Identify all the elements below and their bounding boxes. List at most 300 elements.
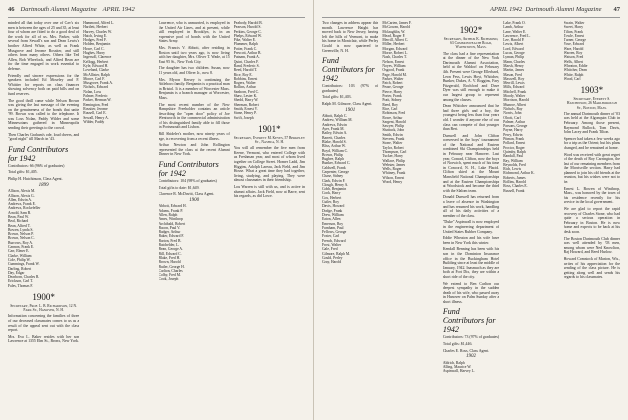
fund-total-gifts: Total gifts to date: $1,649. bbox=[158, 185, 200, 190]
contributor-name: Abbott, Ralph C. bbox=[322, 114, 348, 119]
contributor-name: Morse, Robert L. bbox=[382, 51, 408, 56]
contributor-name: Holden, Benjamin bbox=[83, 42, 111, 47]
contributor-name: Gilmore, Ralph M. bbox=[322, 251, 351, 256]
contributor-name: Tucker, Harry bbox=[382, 154, 404, 159]
contributor-name: Frost, Walter bbox=[322, 243, 342, 248]
contributor-name: Cook, Joseph bbox=[158, 277, 179, 282]
contributor-name: Rowe, Arthur bbox=[382, 115, 403, 120]
contributor-name: Pierce, Harry bbox=[382, 89, 403, 94]
column-8 bbox=[503, 21, 559, 420]
contributor-name: Lee, Harold P. bbox=[503, 38, 525, 43]
paragraph: You will all remember the five men from Keene, Vermont, who entered College with us Freshman year, and most of whom lived together on College Street. Homer Ladd, Jim Higgins, Adolph Lareau, Jack Field, and Jim Hosse. What a great time they had together, living, studying, and playing. They were almost classmates in their friendship. bbox=[233, 146, 305, 183]
contributor-name: Remington, Fred bbox=[83, 102, 109, 107]
class-year-label: 1902 bbox=[466, 354, 477, 360]
paragraph: The Boston Dartmouth Club dinner was well attended by '03 men, among whom were Ned Knowlton, Raj Howard, and Reed Harlow. bbox=[563, 236, 621, 255]
contributor-list bbox=[159, 204, 230, 281]
contributor-name: Moody, Walter bbox=[503, 94, 526, 99]
issue-date: APRIL 1942 bbox=[102, 6, 135, 13]
contributor-name: Cobb, Benjamin bbox=[322, 187, 347, 192]
contributor-name: Potter, Frank C. bbox=[233, 46, 258, 51]
contributor-name: Randall, Paul bbox=[503, 154, 524, 159]
contributor-name: Bean, George A. bbox=[158, 247, 184, 252]
contributor-name: Kellogg, Herbert bbox=[83, 59, 109, 64]
paragraph: Lawrence, who is unmarried, is employed in the United Air Lines, and at present, while still employed in Brooklyn, is in an expensive pool of bonds with the United States Army. bbox=[158, 21, 230, 44]
contributor-name: Darling, Robert bbox=[8, 266, 32, 271]
contributor-name: Farnham, Paul bbox=[322, 225, 344, 230]
contributor-name: Loveland, Clarke bbox=[83, 68, 109, 73]
paragraph: We extend to Ben Carlton our deepest sympathy in the sudden death of his wife, who passed away in Hanover on Palm Sunday after a short illness. bbox=[442, 281, 500, 304]
paragraph: Mrs. Eva L. Baker resides with her son Lawrence at 1355 Elm St., Bronx, New York. bbox=[8, 334, 80, 344]
contributor-name: Reynolds, Fred bbox=[503, 162, 526, 167]
contributor-name: Hodges, Fred F. bbox=[83, 38, 107, 43]
contributor-name: Ames, Winthrop bbox=[158, 217, 183, 222]
publication-name: Dartmouth Alumni Magazine bbox=[20, 6, 97, 13]
contributor-name: Bacon, Paul V. bbox=[158, 225, 181, 230]
contributor-name: Lawrence, Fred L. bbox=[503, 33, 531, 38]
class-agent: Clarence R. McDavitt, Class Agent. bbox=[158, 192, 215, 197]
contributor-list bbox=[564, 21, 620, 81]
contributor-name: Archibald, Robert bbox=[158, 221, 186, 226]
paragraph: Spencer had taken a few weeks ago for a trip as the Orient; but his plans changed, and he remained at home. bbox=[563, 136, 621, 150]
contributor-name: Perry, Edwin bbox=[503, 132, 523, 137]
contributor-name: Beal, Richard bbox=[8, 219, 29, 224]
contributor-name: Allen, Edwin A. bbox=[8, 197, 32, 202]
class-heading: 1901* bbox=[258, 123, 281, 134]
column-7 bbox=[443, 21, 499, 420]
contributor-name: Bugbee, Ralph bbox=[322, 157, 344, 162]
fund-total-gifts: Total gifts: $1,446. bbox=[442, 342, 473, 347]
contributor-name: Rollins, Arthur bbox=[233, 85, 256, 90]
contributor-name: Ayer, Frank M. bbox=[322, 127, 345, 132]
contributor-name: Lord, Edward bbox=[503, 46, 524, 51]
contributor-name: Barton, Fred B. bbox=[158, 238, 182, 243]
contributor-name: Sargent, Harold bbox=[382, 119, 406, 124]
class-agent: Philip H. Hutchinson, Class Agent. bbox=[8, 177, 63, 182]
contributor-name: Ray, William bbox=[503, 158, 523, 163]
contributor-list bbox=[234, 21, 305, 120]
contributor-name: Sewall, Henry A. bbox=[83, 115, 109, 120]
contributor-name: Plummer, Ralph bbox=[233, 42, 258, 47]
contributor-name: Rogers, Walter bbox=[233, 81, 256, 86]
contributor-name: Martin, James bbox=[503, 68, 525, 73]
contributor-name: Clark, Edwin F. bbox=[322, 178, 346, 183]
contributor-name: Allison, Alexis G. bbox=[8, 193, 35, 198]
contributor-name: Pike, Walter E. bbox=[233, 38, 256, 43]
paragraph: Dean Whitcher announced that he had three girls and a boy, the youngest being less than four years old. I wonder if anyone else of our class can compete of that younger than Bert. bbox=[442, 104, 500, 132]
contributor-name: Webster, James bbox=[382, 162, 406, 167]
contributor-name: Moore, Carl F. bbox=[83, 76, 105, 81]
contributor-name: Swain, Walter bbox=[563, 21, 585, 25]
contributor-name: Gray, Harold bbox=[322, 260, 342, 265]
fund-contributors-heading: Fund Contributors for 1942 bbox=[442, 307, 496, 335]
contributor-name: Morrison, Harold bbox=[503, 98, 530, 103]
paragraph: The annual Dartmouth dinner of '03 was held at the Algonquin Club in February. Among those present, Raymond Bullock, Tom Davis, John Lacey and Frank Tilton. bbox=[563, 111, 621, 135]
contributor-name: Lewis, Albert bbox=[503, 42, 524, 47]
contributor-name: Turner, George bbox=[563, 38, 587, 43]
class-agent: Charles E. Ross, Class Agent. bbox=[442, 348, 490, 353]
contributor-name: French, Edward bbox=[322, 238, 346, 243]
contributor-name: Sherman, Robert bbox=[233, 102, 259, 107]
contributor-name: Maxwell, Roy bbox=[503, 76, 525, 81]
contributor-name: Bean, Paul W. bbox=[8, 215, 29, 219]
contributor-name: Wood, Carl bbox=[563, 76, 581, 81]
contributor-name: Phelps, Edward W. bbox=[233, 33, 262, 38]
right-page bbox=[314, 0, 628, 420]
contributor-name: Quint, Charles F. bbox=[233, 59, 259, 64]
contributor-name: Palmer, Frederic bbox=[83, 94, 108, 99]
contributor-name: Allen, Ralph bbox=[158, 213, 178, 217]
contributor-name: Baker, Edward F. bbox=[158, 234, 185, 239]
contributor-name: Taylor, Robert bbox=[382, 145, 404, 150]
contributor-name: Rossiter, Jerome bbox=[83, 106, 108, 111]
class-heading: 1902* bbox=[459, 25, 483, 35]
contributor-name: Cutler, Roy bbox=[322, 200, 340, 205]
contributor-name: Stone, Walter bbox=[382, 141, 403, 146]
contributor-name: Carlton, Charles bbox=[158, 268, 183, 273]
contributor-name: Wilson, Ernest bbox=[382, 175, 405, 180]
contributor-name: Wells, Roger bbox=[382, 167, 402, 172]
contributor-name: Whitcher, Dean bbox=[563, 68, 587, 73]
contributor-name: Blake, Harold S. bbox=[322, 139, 347, 144]
contributor-name: Ross, Charles E. bbox=[503, 184, 528, 189]
contributor-name: Bowen, Lynda S. bbox=[8, 227, 34, 232]
contributor-name: Erickson, Carl T. bbox=[8, 279, 34, 284]
contributor-name: Porter, Frank bbox=[382, 94, 402, 99]
contributor-name: Cannon, Frank E. bbox=[8, 245, 35, 250]
contributor-name: Sanborn, Fred C. bbox=[233, 89, 259, 94]
contributor-name: Stevens, Frank bbox=[382, 137, 405, 142]
column-1 bbox=[8, 21, 79, 420]
contributor-name: Pitman, Frank bbox=[503, 137, 525, 142]
paragraph: Kendall Benning has been with his son in the Dominion Insurance office in the Buckingham Hotel Building since at least the middle of January, 1942. Inasmuch as they are both at Fort Dix, they are within a short ride of the city. bbox=[442, 247, 500, 279]
contributor-name: Dearborn, Charles R. bbox=[8, 275, 40, 280]
paragraph: Two changes in address appear this month. Lawrence Haight has moved back to New Jersey, having left the hills of Vermont, to make his home in Montclair, while Perley Gould is now quartered in Greenville, N. H. bbox=[322, 21, 379, 53]
contributor-name: Abbott, Edward H. bbox=[158, 204, 187, 209]
fund-contributors-count: Contributors: 66 (96% of graduates) bbox=[8, 163, 65, 168]
contributor-name: Dodge, Frank bbox=[322, 208, 343, 213]
contributor-name: Hammond, Alfred L. bbox=[83, 21, 115, 25]
paragraph: minded all that today over one of Cav's six men is between the ages of 25 and 35, at least four of whom are fitted to do a good deal of the work for all of us. Mrs. Parker, with several from Sewall's son and Dean Lewis's brother Alfred White, as well as Frank Musgrove and Jerome Rossiter, and still others from many others. Others like Ted Allen, Bob Wheelock, and Alfred Bean are for the time engaged in work essential to defense. bbox=[8, 21, 80, 71]
contributor-name: Day, Edgar bbox=[8, 270, 25, 275]
paragraph: Information concerning the families of three of our deceased classmates comes to us as a result of the appeal sent out with the class report. bbox=[8, 314, 80, 333]
contributor-name: Ware, Harold bbox=[563, 46, 584, 51]
contributor-name: Chase, Sidney bbox=[322, 174, 344, 179]
contributor-name: Quimby, Ralph bbox=[503, 149, 526, 154]
contributor-list bbox=[443, 361, 499, 374]
contributor-name: Ingersoll, Clarence bbox=[83, 55, 112, 60]
issue-date: APRIL 1942 bbox=[489, 6, 523, 13]
contributor-name: Lyman, Philip bbox=[503, 55, 525, 60]
class-heading: 1903* bbox=[580, 85, 604, 96]
contributor-name: Badger, Arthur bbox=[158, 230, 181, 235]
contributor-name: Burrows, Roy A. bbox=[8, 240, 33, 245]
contributor-name: Lamb, Arthur bbox=[503, 25, 524, 30]
paragraph: Ernest L. Bowen of Winthrop, Mass., was honored by the town of his residence recently for his service in the local government. bbox=[563, 186, 621, 205]
contributor-name: Hartlett, Herbert bbox=[83, 25, 108, 30]
contributor-name: Bill, Edward C. bbox=[158, 251, 182, 256]
contributor-name: Fales, Thomas F. bbox=[8, 283, 34, 288]
contributor-name: Perkins, George C. bbox=[233, 29, 262, 34]
contributor-name: Brown, Philip bbox=[322, 152, 343, 157]
paragraph: Mrs. Myron Kersey is continuing the Attleboro family. Benjamin is a practical man in Bristol. It is a member of Worcester Mass. Benjamin is a branch manager at Worcester, Mass. bbox=[158, 77, 230, 100]
contributor-name: McAllister, Ralph bbox=[83, 72, 110, 77]
contributor-name: Butler, George H. bbox=[158, 264, 185, 269]
contributor-name: Peabody, Harold B. bbox=[233, 21, 263, 25]
contributor-name: Pollard, Ernest bbox=[503, 141, 526, 146]
contributor-name: Rollins, Harold bbox=[503, 179, 526, 184]
contributor-name: Parsons, George bbox=[503, 124, 528, 129]
class-secretary: Secretary, Prof. L. B. Richardson, 12 N. Park St., Hanover, N. H. bbox=[10, 304, 77, 313]
column-6 bbox=[382, 21, 438, 420]
contributor-name: Lane, Walter E. bbox=[503, 29, 527, 34]
paragraph: Lou Warren is still with us, and is active in alumni affairs. Jack Field, now at Barre, sent his regards, as did Lowe. bbox=[233, 184, 305, 199]
contributor-name: Andrews, Edwin bbox=[322, 122, 347, 127]
contributor-name: Eaton, Allen bbox=[322, 217, 341, 222]
contributor-name: McGowan, Harold bbox=[382, 25, 411, 30]
contributor-name: Nash, Charles T. bbox=[382, 55, 407, 60]
paragraph: The daughter has two children. Susan, now 11 years old, and Oliver Jr., now 8. bbox=[158, 66, 230, 75]
contributor-name: Thompson, Carl bbox=[382, 149, 407, 154]
contributor-name: Blake, Fred H. bbox=[158, 255, 181, 260]
paragraph: The good thrill came while Nelson Brown was giving the last message of the evening on the genuineness of the bonds that unite '99. Brown was called to the telephone. It was Loss Nolan, Paddy Wilder and some Minnesotans gathered in Minneapolis sending their greetings to the crowd. bbox=[8, 98, 80, 131]
contributor-name: Shaw, Lester K. bbox=[233, 94, 258, 99]
contributor-name: Bliss, Arthur W. bbox=[322, 144, 346, 149]
paragraph: Mrs. Francis V. Abbott, after residing in Boston until two years ago, is now living with her daughter, Mrs. Oliver T. Wade, at 15 East 95 St., New York City. bbox=[158, 45, 230, 64]
contributor-name: Tilton, Frank bbox=[563, 29, 583, 34]
contributor-name: Adams, Frank P. bbox=[158, 208, 183, 213]
contributor-name: Nichols, Ray bbox=[503, 106, 523, 111]
page-number: 47 bbox=[613, 6, 620, 13]
contributor-name: Norris, John bbox=[503, 111, 522, 116]
contributor-name: Andrews, Frank E. bbox=[8, 202, 36, 207]
fund-contributors-count: Contributors: 73 (97% of graduates) bbox=[442, 335, 500, 340]
fund-contributors-heading: Fund Contributors for 1942 bbox=[322, 56, 375, 84]
contributor-name: Bailey, Edwin A. bbox=[322, 131, 348, 136]
contributor-name: Alling, Maurice W. bbox=[442, 365, 472, 370]
contributor-name: Palmer, Arthur bbox=[503, 119, 525, 124]
contributor-name: Kyle, Edward H. bbox=[83, 63, 109, 68]
contributor-name: Lake, Frank O. bbox=[503, 21, 526, 25]
contributor-name: Mason, Fred bbox=[503, 72, 522, 77]
contributor-name: Batchelder, L. bbox=[158, 243, 180, 248]
contributor-name: Watson, Fred bbox=[563, 55, 584, 60]
contributor-name: Robbins, Ernest bbox=[233, 76, 258, 81]
contributor-name: Bunker, Edward C. bbox=[322, 161, 351, 166]
contributor-name: Towle, Ernest bbox=[563, 33, 585, 38]
contributor-name: Merrill, Lewis bbox=[503, 81, 525, 86]
column-9 bbox=[564, 21, 620, 420]
fund-contributors-heading: Fund Contributors for 1942 bbox=[8, 144, 69, 163]
contributor-name: Davis, Howard bbox=[322, 204, 345, 209]
contributor-name: Barrett, Charles bbox=[322, 135, 346, 140]
contributor-list bbox=[8, 189, 79, 288]
contributor-name: Rice, Carl bbox=[382, 106, 398, 111]
contributor-name: Prescott, Arthur B. bbox=[233, 51, 262, 56]
contributor-name: Arnold, Sam B. bbox=[8, 210, 32, 215]
contributor-name: Howe, Carl C. bbox=[83, 46, 105, 51]
paragraph: Friendly and sincere expressions for the speakers included Ed Moseley and F. Whittier for reports on class finances showing solvency both on paid bills and on fund reserves. bbox=[8, 73, 80, 96]
column-2 bbox=[83, 21, 154, 420]
paragraph: "Duke" Aspinwall is now employed in the engineering department of United States Rubber Company. bbox=[442, 220, 500, 234]
contributor-name: Drew, William bbox=[322, 212, 344, 217]
class-year-label: 1899 bbox=[38, 182, 49, 188]
fund-total-gifts: Total gifts: $1,403. bbox=[322, 95, 352, 100]
contributor-name: Wells, Albert bbox=[563, 59, 583, 64]
contributor-name: Wilder, Paddy bbox=[83, 119, 105, 124]
contributor-name: Cook, Harry bbox=[322, 191, 341, 196]
contributor-name: Richmond, Arthur K. bbox=[503, 171, 535, 176]
contributor-name: Allison, Alexis M. bbox=[8, 189, 36, 194]
contributor-name: Smith, Edwin bbox=[382, 132, 403, 137]
class-secretary: Secretary, Arthur K. Richmond, 63 Commonwealth Road, Watertown, Mass. bbox=[443, 37, 499, 50]
contributor-name: Page, Harold M. bbox=[382, 72, 407, 77]
contributor-list bbox=[83, 21, 154, 124]
contributor-name: Harvey, Charles W. bbox=[83, 29, 112, 34]
contributor-name: Aspinwall, Harvey L. bbox=[442, 369, 475, 374]
contributor-name: Rich, Lewis bbox=[503, 167, 522, 172]
contributor-name: Brown, Nelson C. bbox=[8, 236, 35, 241]
contributor-name: Brown, Nelson P. bbox=[8, 232, 34, 237]
paragraph: Bill Shideler's mother, now ninety years of age, is recovering from a recent illness. bbox=[158, 132, 230, 141]
contributor-name: Rand, Frederic S. bbox=[233, 63, 260, 68]
contributor-name: Caldwell, Frank bbox=[322, 165, 346, 170]
class-heading: 1900* bbox=[32, 292, 55, 303]
paragraph: The most recent number of the New Hampshire Freeholder contains an article describing the "open door" policy of Joe Wentworth in the commercial administration of his distinguished family able to fill those in Portsmouth and Lisbon. bbox=[158, 102, 230, 130]
contributor-name: Pearson, Harold S. bbox=[233, 25, 262, 30]
contributor-name: Putnam, Frank A. bbox=[233, 55, 260, 60]
contributor-name: Vose, Edward bbox=[563, 42, 585, 47]
contributor-name: Gale, Fred bbox=[322, 247, 338, 252]
paragraph: The class had a fine representation at the dinner of the New York Dartmouth Alumni Association, held at the Waldorf on February 4th. Present were George Ellerhard, Leon Fess, Lewis Hoyt, Whitcher, Bunker, Dukes, A. V. Roggins, Fary Fitzgerald, Rochford and Dave Dyer was still enough to make it our largest group to represent among the classes. bbox=[442, 51, 500, 102]
contributor-name: Noyes, William bbox=[382, 63, 406, 68]
contributor-name: Wood, Henry bbox=[382, 179, 403, 184]
contributor-name: Sweet, Harry bbox=[563, 25, 584, 30]
page-number: 46 bbox=[8, 6, 15, 13]
contributor-name: Swift, Joseph bbox=[233, 115, 254, 120]
fund-total-gifts: Total gifts: $1,405. bbox=[8, 170, 38, 175]
page-header bbox=[8, 6, 305, 18]
contributor-name: McCarten, James F. bbox=[382, 21, 412, 25]
contributor-name: Nolan, Loss bbox=[83, 89, 102, 94]
contributor-name: Patch, Robert bbox=[382, 81, 403, 86]
contributor-name: Parker, Herman W. bbox=[83, 98, 112, 103]
contributor-name: Hatch, Irving E. bbox=[83, 33, 108, 38]
contributor-name: Marsh, Henry bbox=[503, 63, 524, 68]
contributor-name: Boyd, William C. bbox=[322, 148, 349, 153]
paragraph: Arthur Newton and John Rollington represented the class at the recent Alumni Dinner in New York. bbox=[158, 143, 230, 157]
contributor-name: Colby, Fred M. bbox=[158, 273, 182, 278]
fund-contributors-heading: Fund Contributors for 1942 bbox=[158, 160, 219, 179]
contributor-name: Proctor, Roger bbox=[503, 145, 525, 150]
contributor-name: Osgood, Frank bbox=[382, 68, 405, 73]
page-header bbox=[322, 6, 620, 18]
contributor-name: Mitchell, Frank bbox=[503, 89, 527, 94]
contributor-name: Musgrove, Frank A. bbox=[83, 81, 113, 86]
contributor-list bbox=[503, 21, 559, 193]
contributor-name: Shattuck, John bbox=[382, 128, 405, 133]
contributor-name: Robinson, Fred bbox=[382, 111, 406, 116]
contributor-name: Carr, Elmer E. bbox=[8, 249, 30, 254]
contributor-name: Morgan, Edward bbox=[382, 46, 408, 51]
column-5 bbox=[322, 21, 378, 420]
contributor-name: Gould, Perley bbox=[322, 255, 343, 260]
contributor-name: Wheaton, Eddie bbox=[563, 63, 588, 68]
contributor-name: Andrew, William M. bbox=[322, 118, 353, 123]
paragraph: We are glad to report the rapid recovery of Charles Stone, who had quite a serious operation in February in Boston. He is now home and expects to be back at his desk soon. bbox=[563, 207, 621, 235]
contributor-name: Mills, Edward bbox=[503, 85, 525, 90]
contributor-name: Hughes, Harry bbox=[83, 51, 105, 56]
contributor-name: Foster, Carl bbox=[322, 234, 340, 239]
paragraph: Eddie Wheaton and his wife have been in New York this winter. bbox=[442, 236, 500, 245]
contributor-name: Reed, Roy bbox=[382, 102, 398, 107]
contributor-name: Sawyer, Philip bbox=[382, 124, 404, 129]
contributor-name: Merrill, Albert C. bbox=[382, 38, 409, 43]
contributor-list bbox=[382, 21, 438, 184]
class-secretary: Secretary, Everett M. Keyes, 57 Berkeley St., Nashua, N. H. bbox=[233, 135, 305, 145]
contributor-name: Warren, Roy bbox=[563, 51, 583, 56]
contributor-name: Bean, Alfred T. bbox=[8, 223, 31, 228]
contributor-name: Mead, Roger F. bbox=[382, 33, 406, 38]
contributor-name: Reed, Harold T. bbox=[233, 68, 258, 73]
contributor-name: Pease, George bbox=[382, 85, 404, 90]
contributor-name: Miller, Herbert bbox=[382, 42, 405, 47]
contributor-name: Carpenter, George bbox=[322, 169, 350, 174]
paragraph: Howard Comstock of Marion, Wis., writes of his appreciation for the sending of the class picture. He is getting along well and sends his regards to his classmates. bbox=[563, 256, 621, 280]
contributor-name: Nelson, Ernest bbox=[382, 59, 405, 64]
contributor-name: Payne, Harry bbox=[503, 128, 523, 133]
publication-name: Dartmouth Alumni Magazine bbox=[525, 6, 602, 13]
class-year-label: 1901 bbox=[345, 107, 356, 113]
contributor-list bbox=[322, 114, 378, 264]
contributor-name: Nichols, Edward bbox=[83, 85, 109, 90]
contributor-name: Stone, Henry P. bbox=[233, 111, 257, 116]
contributor-name: Russell, Frank bbox=[503, 188, 525, 193]
contributor-name: Parker, Walter bbox=[382, 76, 404, 81]
fund-contributors-count: Contributors: 103 (97% of graduates) bbox=[322, 84, 379, 93]
contributor-name: Mclaughlin, W. bbox=[382, 29, 406, 34]
class-agent: Ralph M. Gilmore, Class Agent. bbox=[322, 101, 373, 106]
contributor-name: Olcott, Carl bbox=[503, 115, 521, 120]
contributor-name: Shedd, Harry W. bbox=[233, 98, 259, 103]
contributor-name: Cummings, Frank W. bbox=[8, 262, 40, 267]
contributor-name: Fellows, George bbox=[322, 230, 347, 235]
class-secretary: Secretary, Everett S. Hatchinson, 26 Marlborough St., Boston, Mass. bbox=[566, 97, 617, 110]
contributor-name: Cole, Philip W. bbox=[8, 257, 31, 262]
column-4 bbox=[234, 21, 305, 420]
contributor-name: Clarke, William bbox=[8, 253, 32, 258]
column-3 bbox=[159, 21, 230, 420]
contributor-name: Rice, Roy E. bbox=[233, 72, 253, 77]
contributor-name: Smith, Ernest V. bbox=[233, 106, 258, 111]
contributor-name: Whitney, Frank bbox=[382, 171, 406, 176]
contributor-name: Clough, Henry A. bbox=[322, 182, 349, 187]
paragraph: Word was received with great regret of the death of Roy Carrington, the last of our remaining members from the Morrisville section. Harry had planned to join his old friends at the reunion, but his wishes were not to be. bbox=[563, 152, 621, 185]
contributor-name: Wallace, Philip bbox=[382, 158, 405, 163]
contributor-name: Cox, Herbert bbox=[322, 195, 342, 200]
contributor-name: Roberts, James bbox=[503, 175, 526, 180]
fund-contributors-count: Contributors: 104 (98% of graduates) bbox=[158, 179, 217, 184]
contributor-name: Emerson, Roy bbox=[322, 221, 344, 226]
contributor-name: Munroe, Albert bbox=[503, 102, 526, 107]
contributor-name: Pratt, Sidney bbox=[382, 98, 402, 103]
contributor-name: Brown, Harold bbox=[158, 260, 181, 265]
class-year-label: 1900 bbox=[189, 197, 200, 203]
contributor-name: Russell, Carl E. bbox=[83, 111, 107, 116]
paragraph: Dunwell and John Clifton conversed in the boys' tournament of the National and Eastern combined Ski Championships held in February near Hanover. Last year, Conrad, Clifton, now the boys of Norwich, spent much of his time in Concord, N. H., Lake Placid. Clifton skied at the Mount Mansfield National Championships and at the Eastern Championships at Woodstock and became the third with the Slalom team. bbox=[442, 133, 500, 193]
contributor-name: White, Ralph bbox=[563, 72, 584, 77]
contributor-name: Aldrich, Ralph bbox=[442, 360, 465, 365]
contributor-name: Lucas, George bbox=[503, 51, 525, 56]
